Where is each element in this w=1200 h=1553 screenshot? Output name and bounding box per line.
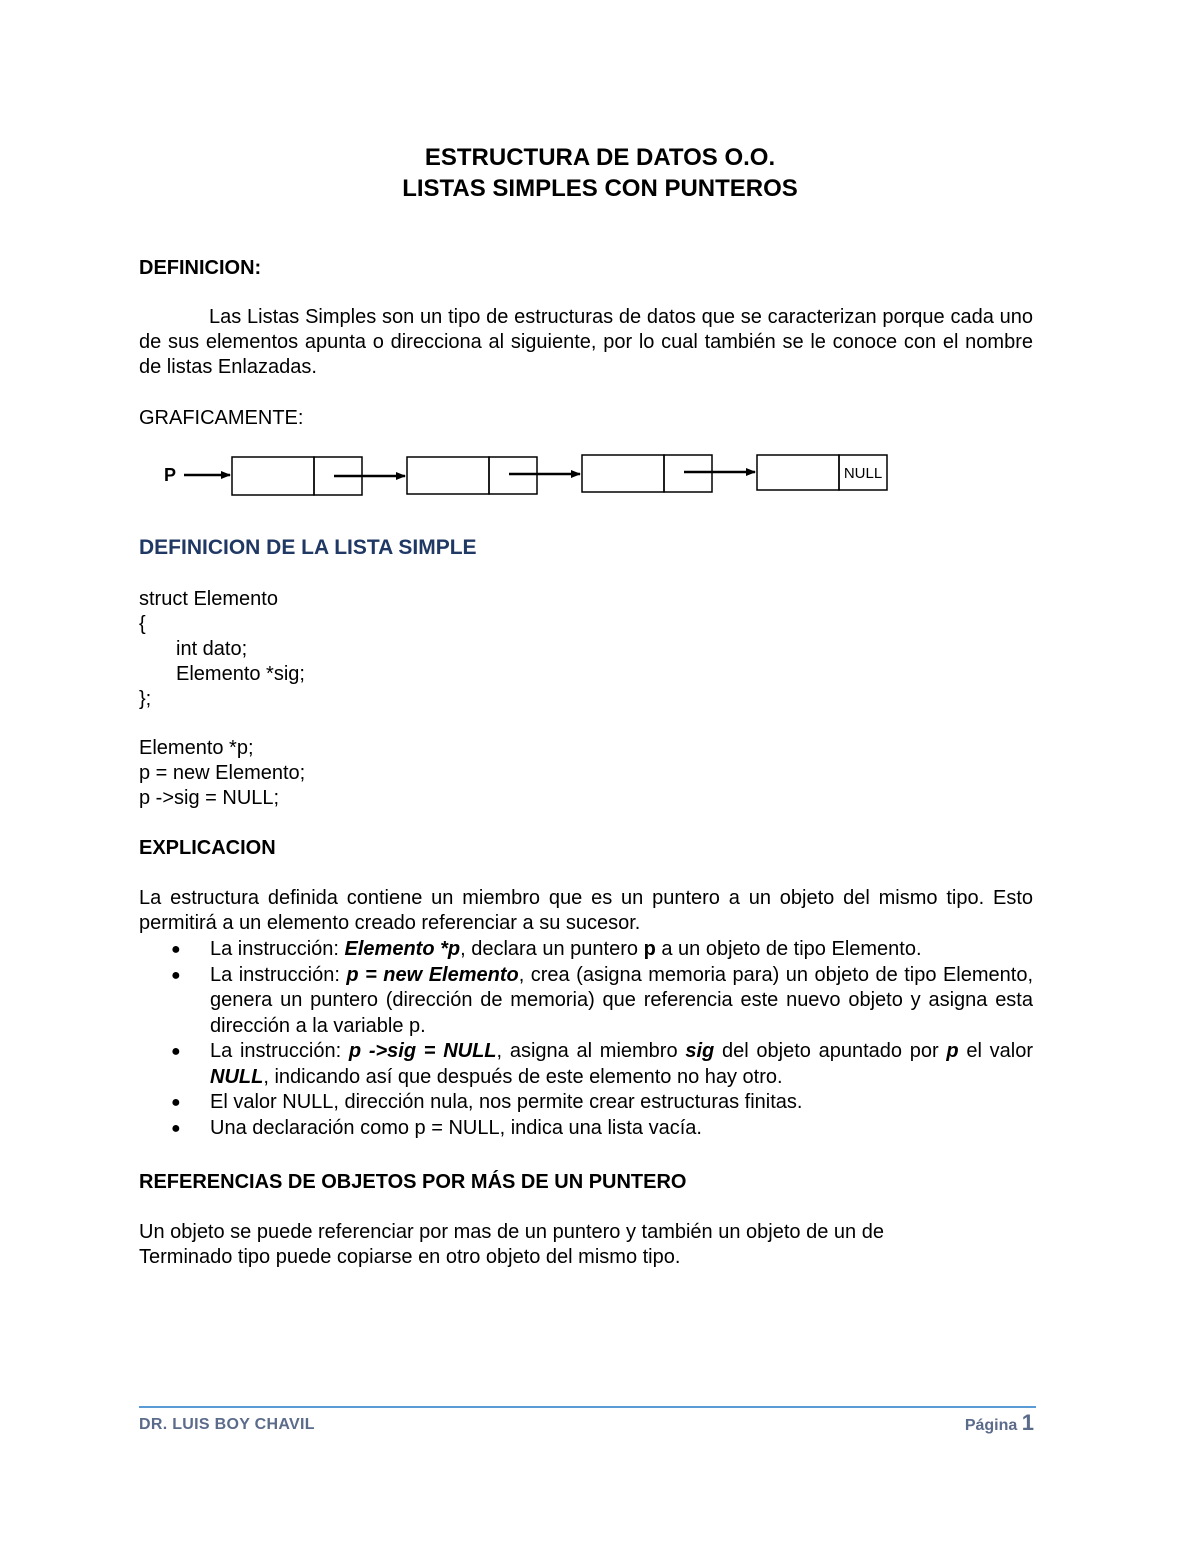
explicacion-intro: La estructura definida contiene un miembro que es un puntero a un objeto del mismo tipo. Esto permitirá a un elemento creado referenciar a su sucesor. — [139, 887, 1033, 934]
bullet-dot: ● — [171, 1094, 181, 1111]
bullet-item-3: ● La instrucción: p ->sig = NULL, asigna al miembro sig del objeto apuntado por p el valor NULL, indicando así que después de este elemento no hay otro. — [171, 1040, 1034, 1088]
footer-author: DR. LUIS BOY CHAVIL — [139, 1416, 315, 1433]
bullet-dot: ● — [171, 966, 181, 984]
title-line-1: ESTRUCTURA DE DATOS O.O. — [424, 144, 776, 171]
explicacion-heading: EXPLICACION — [139, 837, 276, 859]
bullet-item-2: ● La instrucción: p = new Elemento, crea (asigna memoria para) un objeto de tipo Elemento, genera un puntero (dirección de memoria) que referencia este nuevo objeto y asigna esta dirección a la variable p. — [171, 963, 1034, 1037]
code-line-close-brace: }; — [139, 688, 152, 710]
code-line-struct: struct Elemento — [139, 588, 278, 610]
referencias-paragraph-line-1: Un objeto se puede referenciar por mas de un puntero y también un objeto de un de — [139, 1221, 884, 1243]
code-line-sig-null: p ->sig = NULL; — [139, 787, 280, 809]
node-3 — [582, 455, 712, 492]
referencias-paragraph-line-2: Terminado tipo puede copiarse en otro objeto del mismo tipo. — [139, 1246, 681, 1268]
node-2 — [407, 457, 537, 494]
node-2-next-cell — [489, 457, 537, 494]
node-4 — [757, 455, 887, 490]
footer-page-label: Página — [964, 1417, 1018, 1434]
node-4-data-cell — [757, 455, 839, 490]
bullet-item-1: ● La instrucción: Elemento *p, declara un puntero p a un objeto de tipo Elemento. — [139, 937, 1033, 963]
bullet-item-4: ● El valor NULL, dirección nula, nos permite crear estructuras finitas. — [139, 1090, 1033, 1116]
bullet-dot: ● — [171, 1043, 181, 1060]
code-line-open-brace: { — [139, 613, 146, 635]
code-line-int-dato: int dato; — [176, 638, 248, 660]
node-2-data-cell — [407, 457, 489, 494]
bullet-item-5: ● Una declaración como p = NULL, indica una lista vacía. — [139, 1116, 1033, 1142]
code-line-new-elemento: p = new Elemento; — [139, 762, 306, 784]
footer-page-number: 1 — [1021, 1410, 1034, 1435]
footer-page-indicator — [965, 1410, 1034, 1436]
footer-divider — [139, 1406, 1036, 1408]
node-3-data-cell — [582, 455, 664, 492]
definicion-lista-heading: DEFINICION DE LA LISTA SIMPLE — [139, 536, 477, 559]
referencias-heading: REFERENCIAS DE OBJETOS POR MÁS DE UN PUNTERO — [139, 1171, 687, 1193]
graficamente-label: GRAFICAMENTE: — [139, 407, 304, 429]
bullet-dot: ● — [171, 1119, 181, 1137]
code-line-elemento-sig: Elemento *sig; — [176, 663, 305, 685]
node-3-next-cell — [664, 455, 712, 492]
null-label: NULL — [843, 465, 883, 482]
code-line-declare-p: Elemento *p; — [139, 737, 254, 759]
title-line-2: LISTAS SIMPLES CON PUNTEROS — [402, 175, 798, 202]
pointer-label: P — [164, 465, 177, 485]
definicion-paragraph: Las Listas Simples son un tipo de estructuras de datos que se caracterizan porque cada uno de sus elementos apunta o direcciona al siguiente, por lo cual también se le conoce con el nombre de listas Enlazadas. — [139, 306, 1033, 378]
linked-list-diagram — [150, 445, 910, 505]
bullet-dot: ● — [171, 941, 181, 958]
explicacion-bullet-list — [139, 937, 1033, 1141]
definicion-heading: DEFINICION: — [139, 257, 262, 279]
node-1-data-cell — [232, 457, 314, 495]
